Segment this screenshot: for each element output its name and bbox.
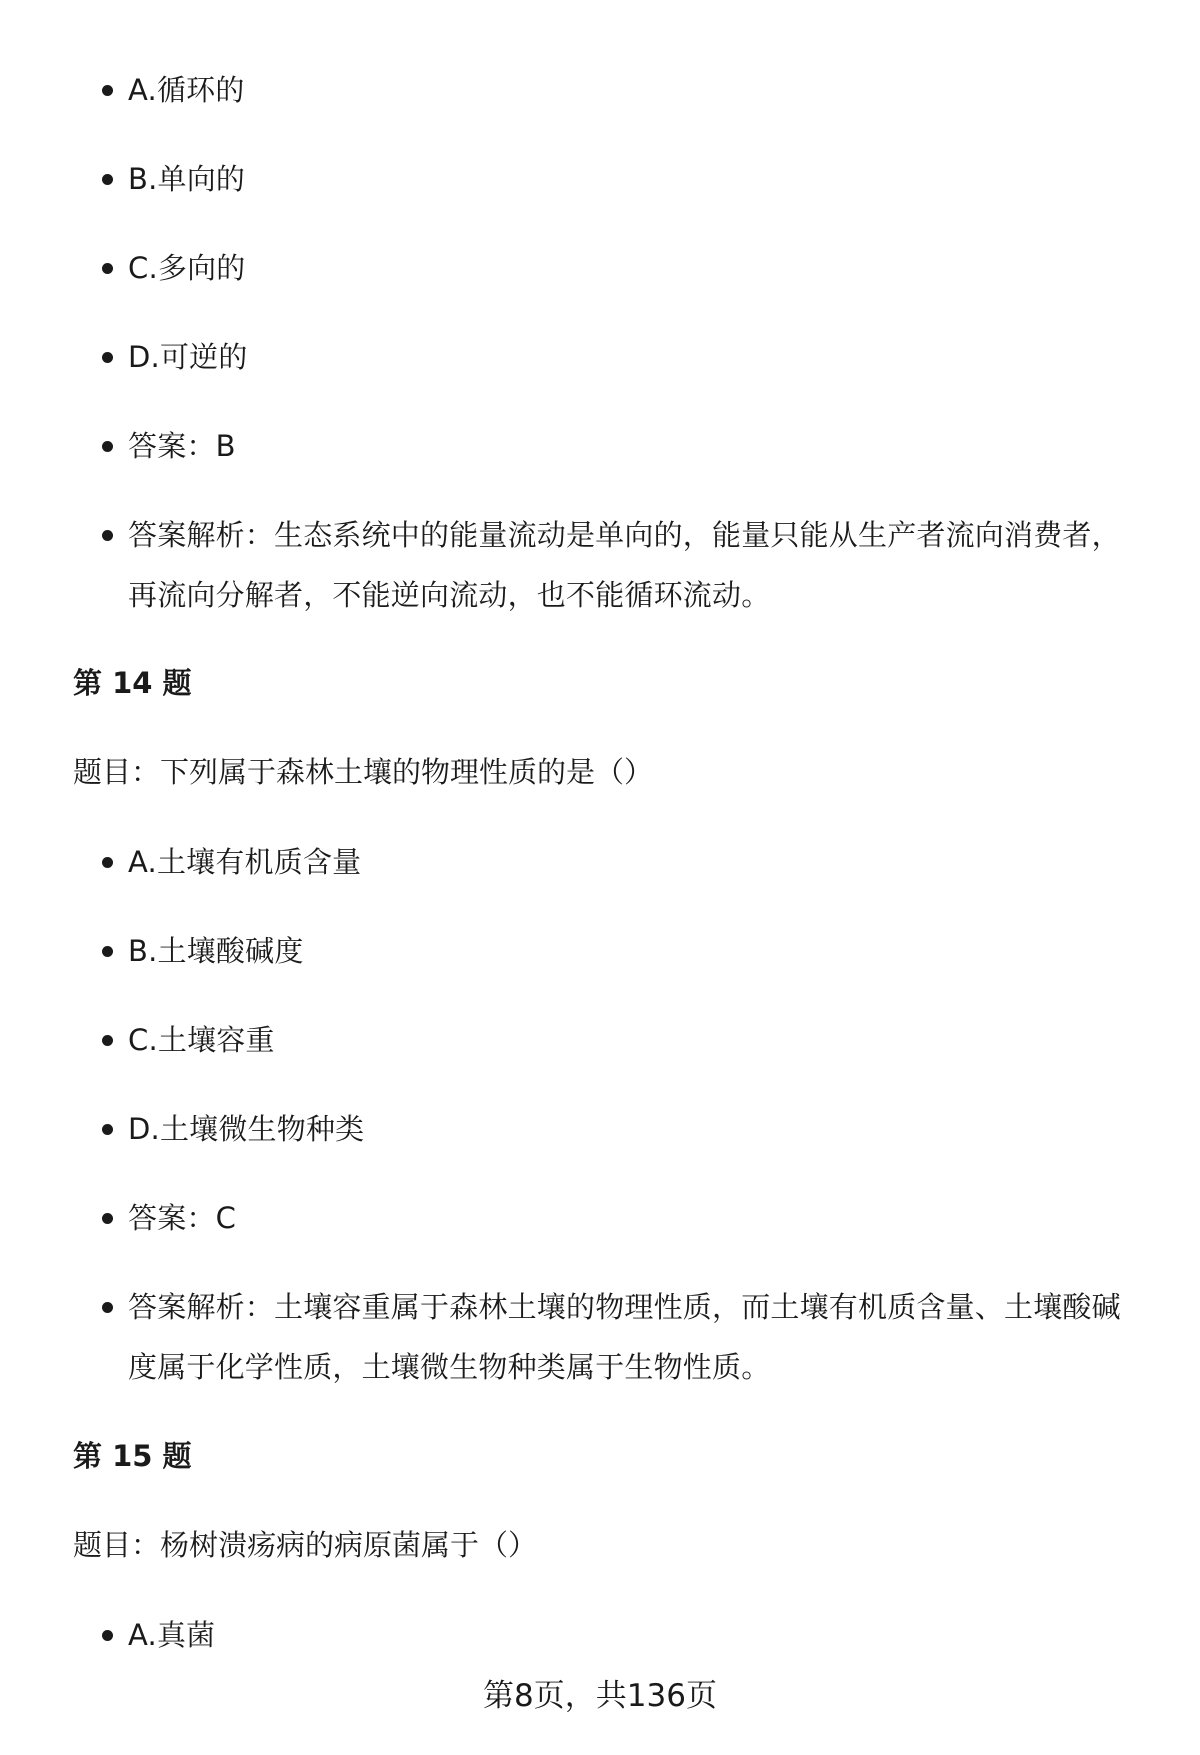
question-stem: 题目：下列属于森林土壤的物理性质的是（） (73, 755, 654, 789)
page-indicator: 第8页，共136页 (483, 1678, 717, 1714)
option-a: A.循环的 (128, 60, 1138, 120)
option-d: D.可逆的 (128, 327, 1138, 387)
option-c: C.土壤容重 (128, 1010, 1138, 1070)
answer: 答案：B (128, 416, 1138, 476)
question-heading: 第 14 题 (73, 666, 192, 700)
answer: 答案：C (128, 1188, 1138, 1248)
option-c: C.多向的 (128, 238, 1138, 298)
question-stem: 题目：杨树溃疡病的病原菌属于（） (73, 1528, 538, 1562)
option-b: B.单向的 (128, 149, 1138, 209)
answer-analysis: 答案解析：生态系统中的能量流动是单向的，能量只能从生产者流向消费者，再流向分解者，不能逆向流动，也不能循环流动。 (128, 505, 1138, 625)
option-d: D.土壤微生物种类 (128, 1099, 1138, 1159)
option-a: A.土壤有机质含量 (128, 832, 1138, 892)
option-a: A.真菌 (128, 1605, 1138, 1665)
answer-analysis: 答案解析：土壤容重属于森林土壤的物理性质，而土壤有机质含量、土壤酸碱度属于化学性质，土壤微生物种类属于生物性质。 (128, 1277, 1138, 1397)
question-heading: 第 15 题 (73, 1439, 192, 1473)
option-b: B.土壤酸碱度 (128, 921, 1138, 981)
